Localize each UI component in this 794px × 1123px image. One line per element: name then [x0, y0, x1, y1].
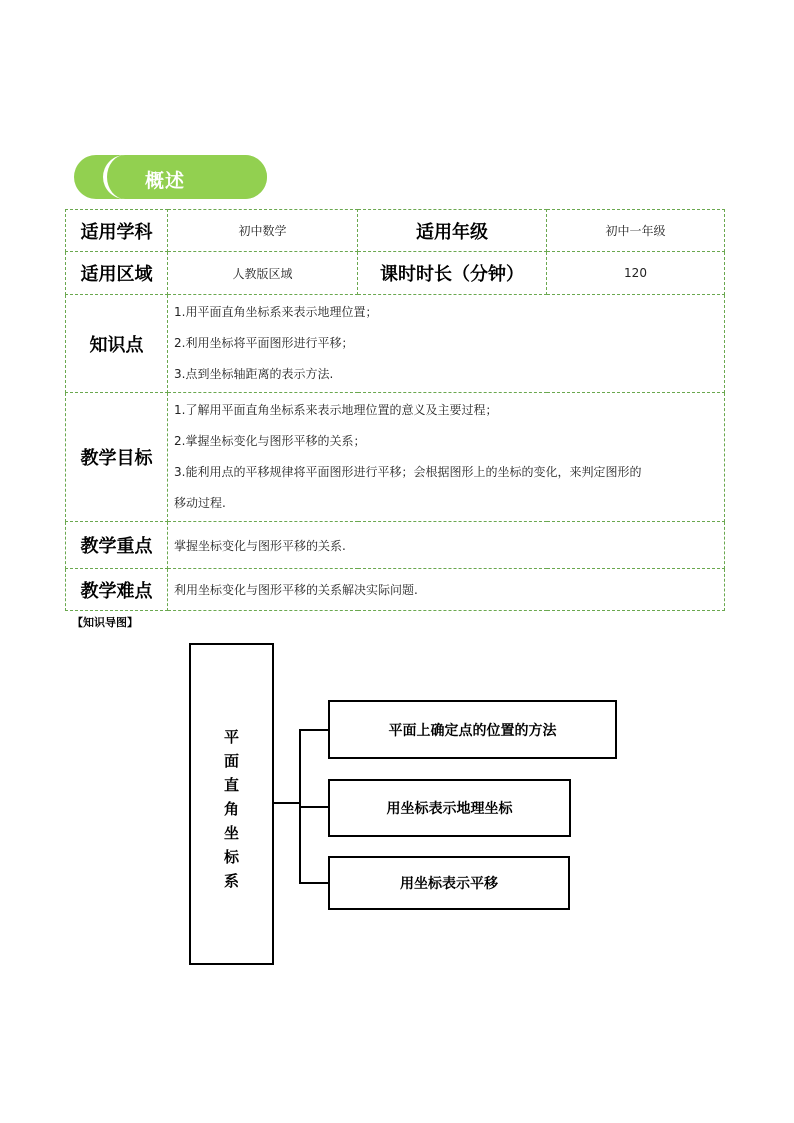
table-row — [66, 522, 725, 569]
region-label: 适用区域 — [66, 252, 168, 295]
mindmap-branch-3: 用坐标表示平移 — [328, 856, 570, 910]
root-char: 标 — [223, 848, 239, 866]
list-item: 移动过程. — [174, 496, 226, 510]
table-row — [66, 210, 725, 252]
list-item: 1.用平面直角坐标系来表示地理位置； — [174, 305, 378, 319]
keypoint-value: 掌握坐标变化与图形平移的关系. — [168, 522, 725, 569]
list-item: 1.了解用平面直角坐标系来表示地理位置的意义及主要过程； — [174, 403, 498, 417]
mindmap-branch-1: 平面上确定点的位置的方法 — [328, 700, 617, 759]
difficulty-label: 教学难点 — [66, 569, 168, 611]
connector-root — [274, 802, 301, 804]
table-row — [66, 393, 725, 522]
section-title: 概述 — [145, 170, 186, 192]
goals-label: 教学目标 — [66, 393, 168, 522]
root-char: 角 — [223, 800, 239, 818]
goals-list — [168, 393, 725, 522]
table-row — [66, 252, 725, 295]
knowledge-list — [168, 295, 725, 393]
duration-value: 120 — [547, 252, 725, 295]
duration-label: 课时时长（分钟） — [358, 252, 547, 295]
mindmap-root-box — [189, 643, 274, 965]
knowledge-label: 知识点 — [66, 295, 168, 393]
root-char: 系 — [223, 872, 239, 890]
list-item: 2.掌握坐标变化与图形平移的关系； — [174, 434, 366, 448]
subject-label: 适用学科 — [66, 210, 168, 252]
mindmap-branch-2: 用坐标表示地理坐标 — [328, 779, 571, 837]
connector-branch-2 — [299, 806, 329, 808]
root-char: 坐 — [223, 824, 239, 842]
grade-label: 适用年级 — [358, 210, 547, 252]
connector-branch-3 — [299, 882, 329, 884]
mindmap-root-label — [191, 725, 272, 893]
difficulty-value: 利用坐标变化与图形平移的关系解决实际问题. — [168, 569, 725, 611]
grade-value: 初中一年级 — [547, 210, 725, 252]
root-char: 直 — [223, 776, 239, 794]
subject-value: 初中数学 — [168, 210, 358, 252]
root-char: 平 — [223, 728, 239, 746]
list-item: 3.能利用点的平移规律将平面图形进行平移；会根据图形上的坐标的变化，来判定图形的 — [174, 465, 642, 479]
overview-table — [65, 209, 725, 611]
list-item: 2.利用坐标将平面图形进行平移； — [174, 336, 354, 350]
keypoint-label: 教学重点 — [66, 522, 168, 569]
mindmap-title: 【知识导图】 — [72, 616, 138, 629]
region-value: 人教版区域 — [168, 252, 358, 295]
root-char: 面 — [223, 752, 239, 770]
table-row — [66, 295, 725, 393]
table-row — [66, 569, 725, 611]
list-item: 3.点到坐标轴距离的表示方法. — [174, 367, 334, 381]
connector-branch-1 — [299, 729, 329, 731]
